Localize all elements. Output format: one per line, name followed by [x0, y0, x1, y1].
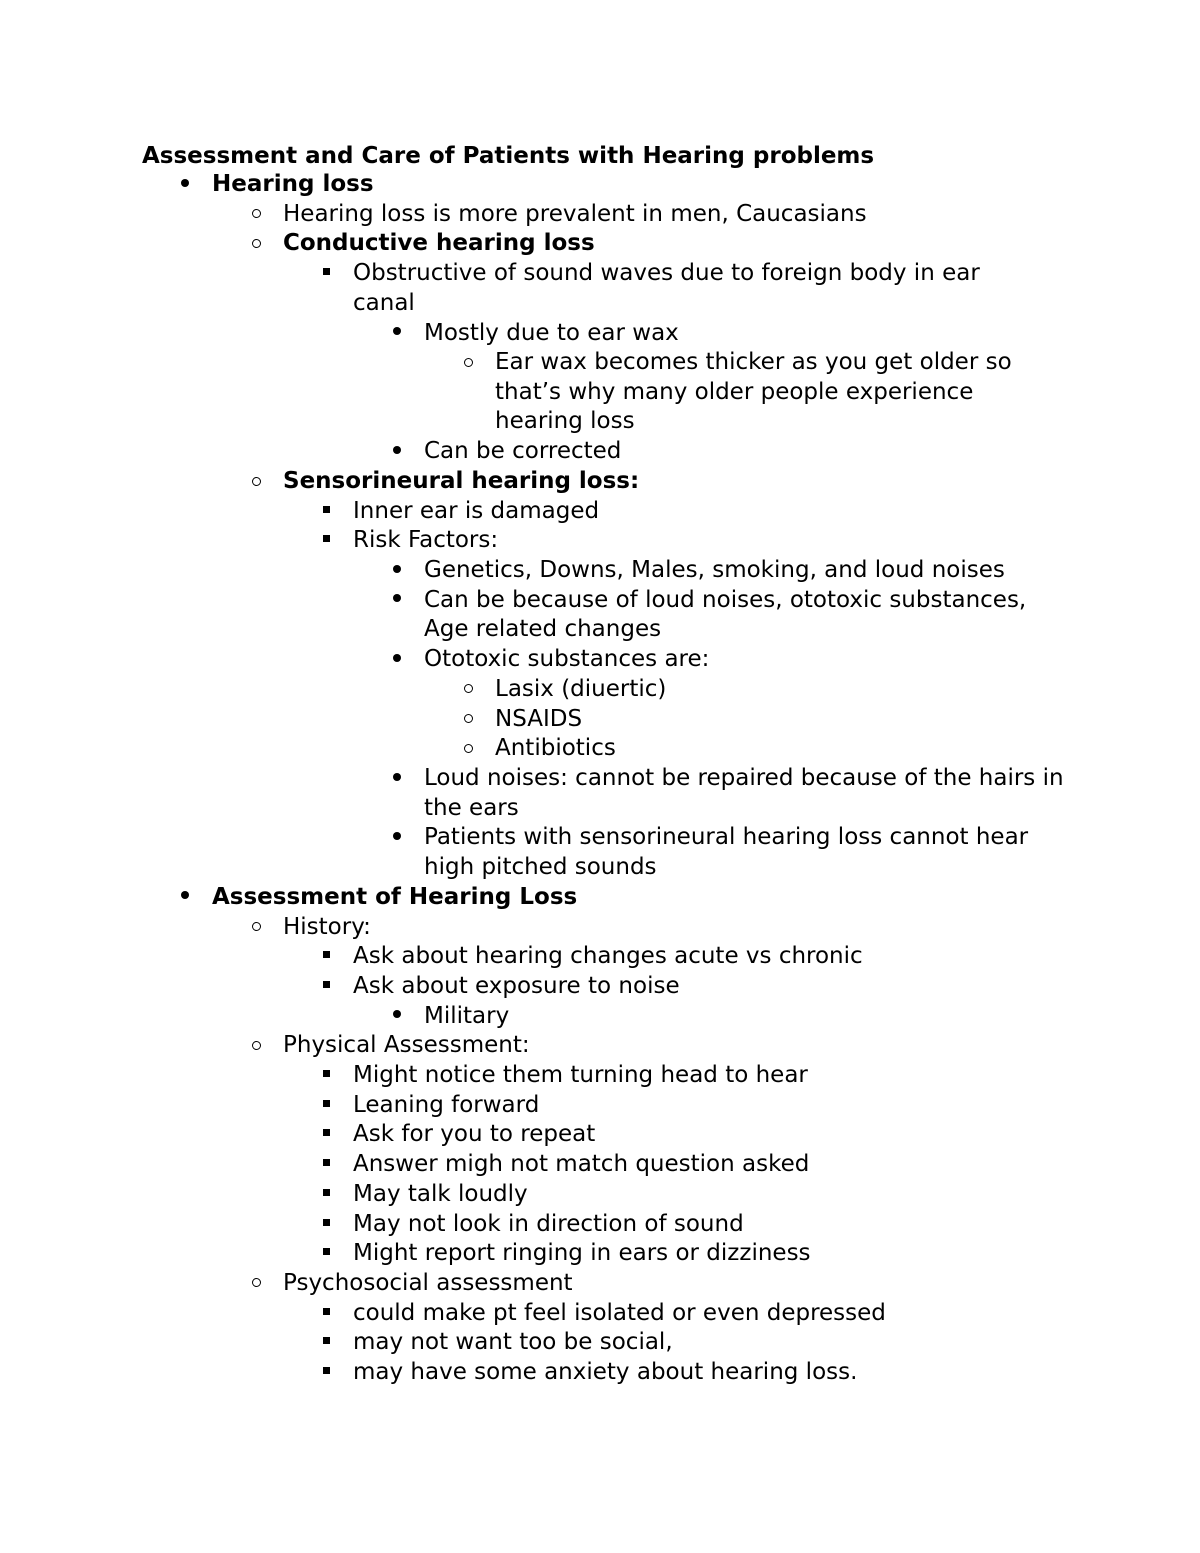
outline-item: [495, 705, 1035, 735]
outline-item: [353, 259, 1013, 318]
outline-item-text: Physical Assessment:: [283, 1032, 530, 1059]
outline-item: [424, 586, 1064, 645]
bullet-circle-icon: [453, 734, 483, 764]
bullet-square-icon: [311, 972, 341, 1002]
outline-item-text: Hearing loss is more prevalent in men, Caucasians: [283, 200, 867, 227]
outline-item-text: Leaning forward: [353, 1091, 540, 1118]
outline-item-text: may not want too be social,: [353, 1329, 673, 1356]
outline-item: [353, 1120, 1013, 1150]
outline-item: [212, 170, 1072, 200]
bullet-dot-icon: [382, 556, 412, 586]
outline-item-text: Inner ear is damaged: [353, 497, 600, 524]
outline-item: [353, 1299, 1013, 1329]
outline-item-text: Might notice them turning head to hear: [353, 1062, 808, 1088]
outline-item-text: Can be because of loud noises, ototoxic substances, Age related changes: [424, 586, 1027, 643]
outline-item: [212, 883, 1072, 913]
outline-item: [353, 972, 1013, 1002]
bullet-circle-icon: [241, 229, 271, 259]
outline-item: [283, 1031, 1073, 1061]
outline-item-text: Mostly due to ear wax: [424, 319, 679, 346]
outline-item-text: Conductive hearing loss: [283, 230, 595, 257]
outline-item: [353, 526, 1013, 556]
outline-item: [353, 1239, 1013, 1269]
outline-item: [495, 675, 1035, 705]
outline-item-text: History:: [283, 913, 371, 940]
outline-item-text: Hearing loss: [212, 171, 374, 197]
bullet-square-icon: [311, 942, 341, 972]
bullet-dot-icon: [382, 823, 412, 853]
outline-item: [283, 200, 1073, 230]
bullet-dot-icon: [170, 170, 200, 200]
bullet-square-icon: [311, 1328, 341, 1358]
bullet-circle-icon: [241, 1269, 271, 1299]
outline-item-text: Genetics, Downs, Males, smoking, and loud noises: [424, 557, 1005, 584]
bullet-dot-icon: [382, 437, 412, 467]
bullet-circle-icon: [241, 1031, 271, 1061]
outline-item-text: Antibiotics: [495, 735, 616, 762]
outline-item-text: May not look in direction of sound: [353, 1210, 744, 1237]
bullet-circle-icon: [241, 913, 271, 943]
bullet-square-icon: [311, 1180, 341, 1210]
document-title: Assessment and Care of Patients with Hearing problems: [142, 143, 875, 169]
bullet-dot-icon: [382, 1002, 412, 1032]
outline-item-text: may have some anxiety about hearing loss.: [353, 1359, 858, 1385]
outline-item-text: NSAIDS: [495, 705, 583, 732]
bullet-square-icon: [311, 259, 341, 289]
outline-item-text: Obstructive of sound waves due to foreign body in ear canal: [353, 260, 980, 316]
outline-item: [495, 734, 1035, 764]
bullet-square-icon: [311, 497, 341, 527]
outline-item: [353, 1328, 1013, 1358]
outline-item: [424, 556, 1064, 586]
outline-item: [424, 764, 1064, 823]
outline-item-text: Ear wax becomes thicker as you get older so that’s why many older people experience hearing loss: [495, 349, 1012, 435]
outline-item: [353, 1210, 1013, 1240]
bullet-dot-icon: [382, 645, 412, 675]
bullet-square-icon: [311, 1299, 341, 1329]
outline-item: [353, 1150, 1013, 1180]
outline-item: [424, 823, 1064, 882]
outline-item: [353, 1061, 1013, 1091]
outline-item-text: Lasix (diuertic): [495, 675, 667, 702]
outline-item-text: Ask for you to repeat: [353, 1121, 596, 1148]
outline-item: [283, 913, 1073, 943]
bullet-circle-icon: [453, 705, 483, 735]
bullet-circle-icon: [453, 675, 483, 705]
bullet-square-icon: [311, 526, 341, 556]
outline-item: [283, 467, 1073, 497]
outline-item: [283, 229, 1073, 259]
outline-item-text: May talk loudly: [353, 1180, 528, 1207]
outline-item-text: Risk Factors:: [353, 527, 499, 554]
outline-item-text: Psychosocial assessment: [283, 1269, 573, 1296]
bullet-dot-icon: [382, 586, 412, 616]
bullet-dot-icon: [170, 883, 200, 913]
outline-item-text: Sensorineural hearing loss:: [283, 468, 640, 494]
bullet-square-icon: [311, 1239, 341, 1269]
bullet-dot-icon: [382, 319, 412, 349]
outline-item-text: could make pt feel isolated or even depressed: [353, 1299, 886, 1326]
outline-item: [353, 497, 1013, 527]
outline-item: [283, 1269, 1073, 1299]
outline-item-text: Ototoxic substances are:: [424, 646, 710, 673]
outline-item: [424, 645, 1064, 675]
outline-item-text: Ask about hearing changes acute vs chronic: [353, 943, 863, 970]
bullet-circle-icon: [453, 348, 483, 378]
outline-item: [424, 319, 1064, 349]
outline-item: [353, 1180, 1013, 1210]
outline-item-text: Ask about exposure to noise: [353, 972, 680, 999]
bullet-square-icon: [311, 1061, 341, 1091]
outline-item-text: Loud noises: cannot be repaired because of the hairs in the ears: [424, 765, 1064, 821]
bullet-circle-icon: [241, 200, 271, 230]
bullet-square-icon: [311, 1210, 341, 1240]
bullet-square-icon: [311, 1091, 341, 1121]
bullet-circle-icon: [241, 467, 271, 497]
bullet-square-icon: [311, 1358, 341, 1388]
outline-item-text: Might report ringing in ears or dizziness: [353, 1240, 811, 1267]
outline-item: [353, 1091, 1013, 1121]
bullet-dot-icon: [382, 764, 412, 794]
outline-item-text: Patients with sensorineural hearing loss cannot hear high pitched sounds: [424, 824, 1029, 880]
outline-item: [424, 437, 1064, 467]
outline-item-text: Military: [424, 1002, 510, 1029]
outline-item: [495, 348, 1035, 437]
bullet-square-icon: [311, 1120, 341, 1150]
outline-item: [353, 942, 1013, 972]
outline-item-text: Answer migh not match question asked: [353, 1151, 810, 1178]
outline-item-text: Can be corrected: [424, 438, 622, 465]
outline-item: [424, 1002, 1064, 1032]
bullet-square-icon: [311, 1150, 341, 1180]
outline-item-text: Assessment of Hearing Loss: [212, 883, 578, 910]
outline-item: [353, 1358, 1013, 1388]
